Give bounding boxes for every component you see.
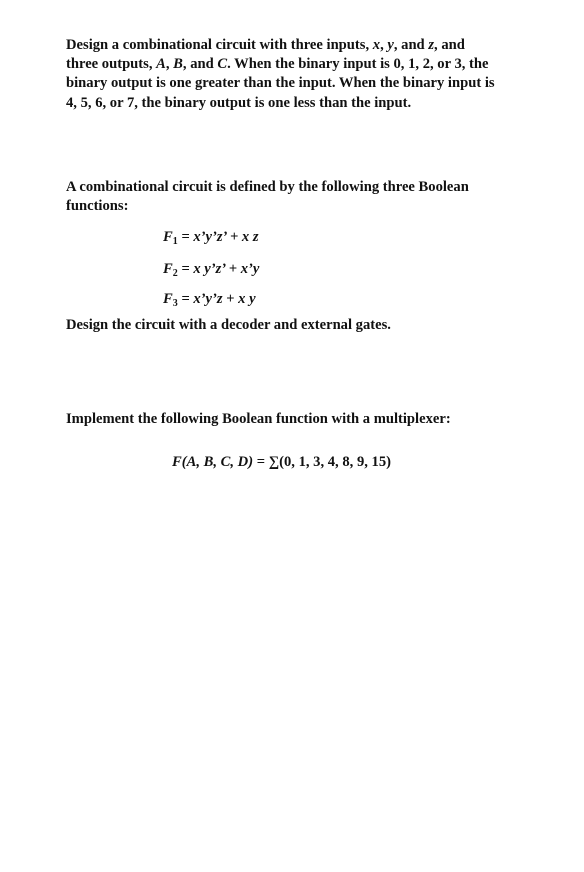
problem-1-text-part: , and xyxy=(393,37,425,53)
problem-1-text-part: , and xyxy=(182,56,218,73)
equation-f2 xyxy=(163,260,259,283)
function-arguments: (A, B, C, D) xyxy=(181,454,254,470)
function-subscript: 3 xyxy=(172,298,178,309)
function-name: F xyxy=(163,261,173,277)
problem-1-text-part: Design a combinational circuit with three inputs, xyxy=(66,37,373,53)
variable-B: B xyxy=(173,56,183,73)
separator: , xyxy=(380,37,388,53)
function-subscript: 1 xyxy=(172,236,178,247)
problem-2-intro: A combinational circuit is defined by the following three Boolean functions: xyxy=(66,179,469,215)
function-subscript: 2 xyxy=(172,268,178,279)
problem-3-intro: Implement the following Boolean function with a multiplexer: xyxy=(66,411,451,427)
function-name: F xyxy=(163,229,173,245)
separator: , xyxy=(165,56,174,73)
function-name: F xyxy=(172,454,182,470)
equation-f3 xyxy=(163,290,256,313)
problem-2-instruction: Design the circuit with a decoder and external gates. xyxy=(66,317,391,333)
function-expression: = x y’z’ + x’y xyxy=(177,261,260,277)
problem-1-text-part: , and three outputs, xyxy=(66,37,465,73)
variable-y: y xyxy=(387,37,394,53)
function-expression: = x’y’z’ + x z xyxy=(177,229,259,245)
problem-1-text xyxy=(66,36,496,113)
function-minterms: = ∑(0, 1, 3, 4, 8, 9, 15) xyxy=(253,454,391,470)
variable-C: C xyxy=(217,56,228,73)
equation-f1 xyxy=(163,228,259,251)
problem-1-text-part: . When the binary input is 0, 1, 2, or 3, the binary output is one greater than the input. When the binary input is 4, 5, 6, or 7, the binary output is one less than the input. xyxy=(66,56,495,111)
variable-A: A xyxy=(156,56,166,73)
function-expression: = x’y’z + x y xyxy=(177,291,256,307)
equation-mux-function xyxy=(172,453,391,472)
function-name: F xyxy=(163,291,173,307)
variable-z: z xyxy=(428,37,435,53)
variable-x: x xyxy=(372,37,381,53)
